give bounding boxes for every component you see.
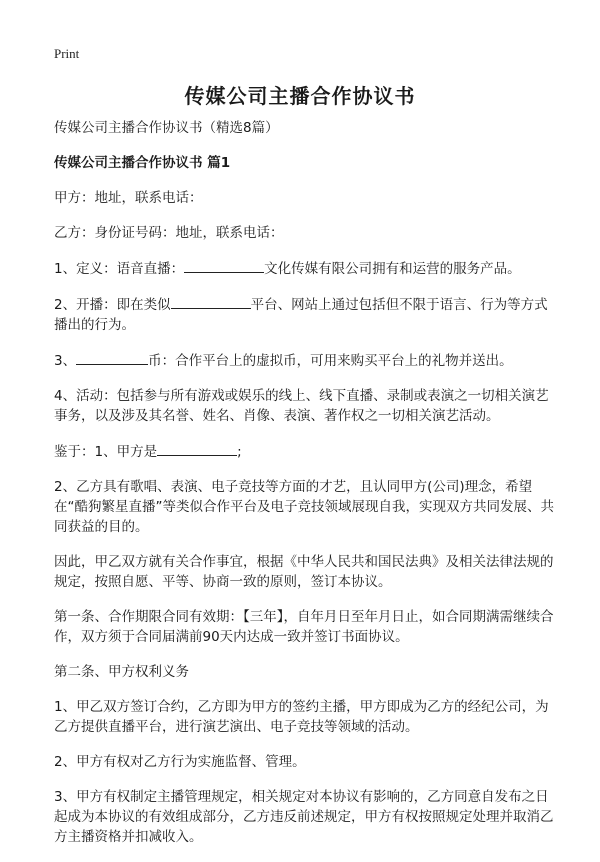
definition-4: 4、活动：包括参与所有游戏或娱乐的线上、线下直播、录制或表演之一切相关演艺事务，以及涉及其名誉、姓名、肖像、表演、著作权之一切相关演艺活动。 [54,388,549,424]
definition-2 [54,294,554,335]
party-b-line: 乙方：身份证号码：地址，联系电话： [54,225,284,241]
document-title: 传媒公司主播合作协议书 [184,84,416,108]
party-a-line: 甲方：地址，联系电话： [54,190,203,206]
definition-3-prefix: 3、 [54,353,77,369]
definition-1 [54,258,554,279]
clause-1: 1、甲乙双方签订合约，乙方即为甲方的签约主播，甲方即成为乙方的经纪公司，为乙方提供直播平台，进行演艺演出、电子竞技等领域的活动。 [54,699,549,735]
article-2-heading: 第二条、甲方权利义务 [54,664,189,680]
definition-2-prefix: 2、开播：即在类似 [54,297,171,313]
section-heading: 传媒公司主播合作协议书 篇1 [54,155,231,171]
clause-3: 3、甲方有权制定主播管理规定，相关规定对本协议有影响的，乙方同意自发布之日起成为本协议的有效组成部分，乙方违反前述规定，甲方有权按照规定处理并取消乙方主播资格并扣减收入。 [54,789,554,845]
blank-field [171,294,251,309]
whereas-1-prefix: 鉴于：1、甲方是 [54,444,158,460]
subtitle: 传媒公司主播合作协议书（精选8篇） [54,120,279,136]
definition-3 [54,350,554,371]
clause-2: 2、甲方有权对乙方行为实施监督、管理。 [54,754,306,770]
blank-field [184,258,264,273]
document-body [54,118,554,862]
definition-1-prefix: 1、定义：语音直播： [54,261,185,277]
blank-field [76,350,148,365]
whereas-1-suffix: ; [237,444,242,460]
print-label: Print [54,46,80,61]
article-1: 第一条、合作期限合同有效期：【三年】，自年月日至年月日止，如合同期满需继续合作，双方须于合同届满前90天内达成一致并签订书面协议。 [54,609,554,645]
whereas-2: 2、乙方具有歌唱、表演、电子竞技等方面的才艺，且认同甲方(公司)理念，希望在“酷狗繁星直播”等类似合作平台及电子竞技领域展现自我，实现双方共同发展、共同获益的目的。 [54,479,554,535]
therefore-paragraph: 因此，甲乙双方就有关合作事宜，根据《中华人民共和国民法典》及相关法律法规的规定，按照自愿、平等、协商一致的原则，签订本协议。 [54,554,554,590]
whereas-1 [54,441,554,462]
definition-2-suffix: 平台、网站上通过包括但不限于语言、行为等方式播出的行为。 [54,297,548,333]
definition-3-suffix: 币：合作平台上的虚拟币，可用来购买平台上的礼物并送出。 [148,353,513,369]
blank-field [157,441,237,456]
definition-1-suffix: 文化传媒有限公司拥有和运营的服务产品。 [264,261,521,277]
